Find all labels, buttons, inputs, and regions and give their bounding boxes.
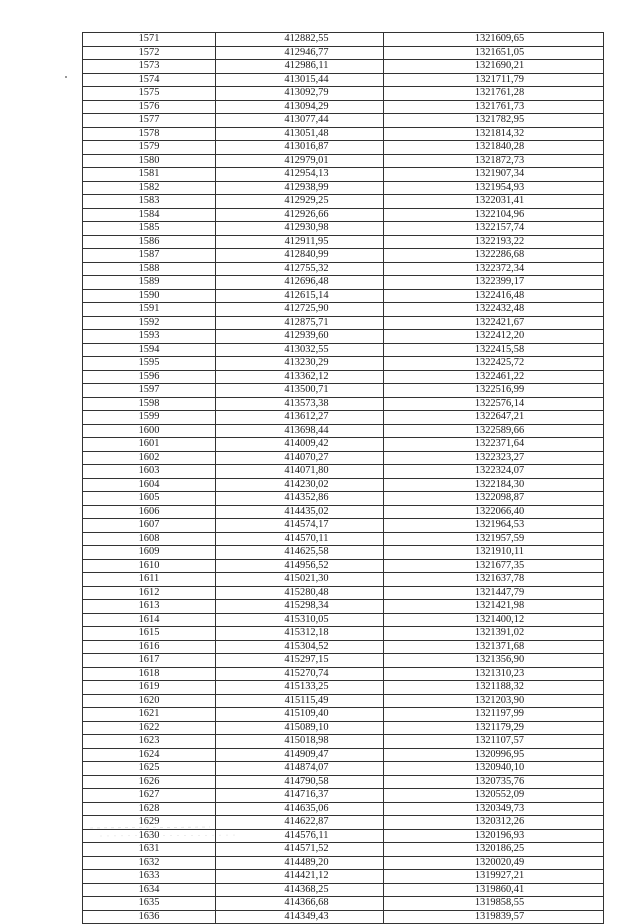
point-number-cell: 1595 (83, 357, 216, 371)
table-row (83, 748, 604, 762)
y-coordinate-cell: 1321391,02 (384, 627, 604, 641)
table-row (83, 168, 604, 182)
point-number-cell: 1602 (83, 451, 216, 465)
y-coordinate-cell: 1322184,30 (384, 478, 604, 492)
table-row (83, 856, 604, 870)
y-coordinate-cell: 1322104,96 (384, 208, 604, 222)
y-coordinate-cell: 1321711,79 (384, 73, 604, 87)
table-row (83, 721, 604, 735)
y-coordinate-cell: 1322412,20 (384, 330, 604, 344)
x-coordinate-cell: 414352,86 (216, 492, 384, 506)
y-coordinate-cell: 1319858,55 (384, 897, 604, 911)
table-row (83, 370, 604, 384)
point-number-cell: 1606 (83, 505, 216, 519)
x-coordinate-cell: 414071,80 (216, 465, 384, 479)
point-number-cell: 1601 (83, 438, 216, 452)
x-coordinate-cell: 414574,17 (216, 519, 384, 533)
point-number-cell: 1603 (83, 465, 216, 479)
x-coordinate-cell: 412979,01 (216, 154, 384, 168)
y-coordinate-cell: 1321447,79 (384, 586, 604, 600)
x-coordinate-cell: 414366,68 (216, 897, 384, 911)
point-number-cell: 1627 (83, 789, 216, 803)
x-coordinate-cell: 415115,49 (216, 694, 384, 708)
table-row (83, 789, 604, 803)
y-coordinate-cell: 1322098,87 (384, 492, 604, 506)
point-number-cell: 1600 (83, 424, 216, 438)
table-row (83, 667, 604, 681)
x-coordinate-cell: 412930,98 (216, 222, 384, 236)
point-number-cell: 1585 (83, 222, 216, 236)
y-coordinate-cell: 1321677,35 (384, 559, 604, 573)
table-row (83, 694, 604, 708)
table-row (83, 438, 604, 452)
x-coordinate-cell: 415304,52 (216, 640, 384, 654)
point-number-cell: 1632 (83, 856, 216, 870)
y-coordinate-cell: 1322416,48 (384, 289, 604, 303)
table-row (83, 114, 604, 128)
point-number-cell: 1572 (83, 46, 216, 60)
x-coordinate-cell: 414622,87 (216, 816, 384, 830)
point-number-cell: 1614 (83, 613, 216, 627)
y-coordinate-cell: 1321964,53 (384, 519, 604, 533)
coordinate-table-body (83, 33, 604, 924)
y-coordinate-cell: 1320996,95 (384, 748, 604, 762)
point-number-cell: 1604 (83, 478, 216, 492)
table-row (83, 640, 604, 654)
point-number-cell: 1624 (83, 748, 216, 762)
point-number-cell: 1597 (83, 384, 216, 398)
x-coordinate-cell: 412875,71 (216, 316, 384, 330)
point-number-cell: 1609 (83, 546, 216, 560)
point-number-cell: 1629 (83, 816, 216, 830)
x-coordinate-cell: 415021,30 (216, 573, 384, 587)
x-coordinate-cell: 414790,58 (216, 775, 384, 789)
point-number-cell: 1618 (83, 667, 216, 681)
table-row (83, 357, 604, 371)
table-row (83, 73, 604, 87)
y-coordinate-cell: 1322031,41 (384, 195, 604, 209)
x-coordinate-cell: 413092,79 (216, 87, 384, 101)
point-number-cell: 1589 (83, 276, 216, 290)
point-number-cell: 1590 (83, 289, 216, 303)
y-coordinate-cell: 1320349,73 (384, 802, 604, 816)
y-coordinate-cell: 1322066,40 (384, 505, 604, 519)
table-row (83, 910, 604, 924)
point-number-cell: 1586 (83, 235, 216, 249)
point-number-cell: 1577 (83, 114, 216, 128)
table-row (83, 411, 604, 425)
point-number-cell: 1599 (83, 411, 216, 425)
table-row (83, 843, 604, 857)
table-row (83, 519, 604, 533)
point-number-cell: 1617 (83, 654, 216, 668)
table-row (83, 586, 604, 600)
point-number-cell: 1576 (83, 100, 216, 114)
y-coordinate-cell: 1321197,99 (384, 708, 604, 722)
point-number-cell: 1592 (83, 316, 216, 330)
x-coordinate-cell: 413077,44 (216, 114, 384, 128)
point-number-cell: 1625 (83, 762, 216, 776)
point-number-cell: 1635 (83, 897, 216, 911)
point-number-cell: 1619 (83, 681, 216, 695)
table-row (83, 195, 604, 209)
x-coordinate-cell: 415089,10 (216, 721, 384, 735)
x-coordinate-cell: 414421,12 (216, 870, 384, 884)
point-number-cell: 1616 (83, 640, 216, 654)
y-coordinate-cell: 1321761,73 (384, 100, 604, 114)
y-coordinate-cell: 1322576,14 (384, 397, 604, 411)
table-row (83, 249, 604, 263)
point-number-cell: 1583 (83, 195, 216, 209)
y-coordinate-cell: 1322432,48 (384, 303, 604, 317)
y-coordinate-cell: 1319860,41 (384, 883, 604, 897)
table-row (83, 100, 604, 114)
x-coordinate-cell: 413016,87 (216, 141, 384, 155)
point-number-cell: 1578 (83, 127, 216, 141)
point-number-cell: 1587 (83, 249, 216, 263)
point-number-cell: 1596 (83, 370, 216, 384)
table-row (83, 303, 604, 317)
table-row (83, 708, 604, 722)
table-row (83, 235, 604, 249)
x-coordinate-cell: 414625,58 (216, 546, 384, 560)
x-coordinate-cell: 412725,90 (216, 303, 384, 317)
y-coordinate-cell: 1321651,05 (384, 46, 604, 60)
y-coordinate-cell: 1321761,28 (384, 87, 604, 101)
table-row (83, 546, 604, 560)
x-coordinate-cell: 414576,11 (216, 829, 384, 843)
table-row (83, 681, 604, 695)
x-coordinate-cell: 413612,27 (216, 411, 384, 425)
table-row (83, 532, 604, 546)
x-coordinate-cell: 414874,07 (216, 762, 384, 776)
x-coordinate-cell: 415297,15 (216, 654, 384, 668)
point-number-cell: 1594 (83, 343, 216, 357)
table-row (83, 573, 604, 587)
table-row (83, 397, 604, 411)
x-coordinate-cell: 412840,99 (216, 249, 384, 263)
x-coordinate-cell: 412926,66 (216, 208, 384, 222)
point-number-cell: 1628 (83, 802, 216, 816)
y-coordinate-cell: 1321356,90 (384, 654, 604, 668)
scan-artifact-lines (90, 822, 270, 844)
table-row (83, 762, 604, 776)
x-coordinate-cell: 415310,05 (216, 613, 384, 627)
x-coordinate-cell: 413230,29 (216, 357, 384, 371)
x-coordinate-cell: 414349,43 (216, 910, 384, 924)
table-row (83, 654, 604, 668)
x-coordinate-cell: 414009,42 (216, 438, 384, 452)
y-coordinate-cell: 1321840,28 (384, 141, 604, 155)
y-coordinate-cell: 1320312,26 (384, 816, 604, 830)
y-coordinate-cell: 1319927,21 (384, 870, 604, 884)
point-number-cell: 1574 (83, 73, 216, 87)
y-coordinate-cell: 1321310,23 (384, 667, 604, 681)
x-coordinate-cell: 415270,74 (216, 667, 384, 681)
point-number-cell: 1607 (83, 519, 216, 533)
y-coordinate-cell: 1321421,98 (384, 600, 604, 614)
x-coordinate-cell: 412615,14 (216, 289, 384, 303)
y-coordinate-cell: 1322516,99 (384, 384, 604, 398)
point-number-cell: 1593 (83, 330, 216, 344)
table-row (83, 883, 604, 897)
point-number-cell: 1575 (83, 87, 216, 101)
y-coordinate-cell: 1321637,78 (384, 573, 604, 587)
table-row (83, 276, 604, 290)
x-coordinate-cell: 414489,20 (216, 856, 384, 870)
y-coordinate-cell: 1320940,10 (384, 762, 604, 776)
x-coordinate-cell: 412946,77 (216, 46, 384, 60)
point-number-cell: 1622 (83, 721, 216, 735)
table-row (83, 343, 604, 357)
table-row (83, 262, 604, 276)
table-row (83, 627, 604, 641)
table-row (83, 330, 604, 344)
table-row (83, 46, 604, 60)
point-number-cell: 1621 (83, 708, 216, 722)
table-row (83, 802, 604, 816)
point-number-cell: 1610 (83, 559, 216, 573)
x-coordinate-cell: 413094,29 (216, 100, 384, 114)
y-coordinate-cell: 1322371,64 (384, 438, 604, 452)
x-coordinate-cell: 414230,02 (216, 478, 384, 492)
x-coordinate-cell: 412939,60 (216, 330, 384, 344)
table-row (83, 60, 604, 74)
y-coordinate-cell: 1321872,73 (384, 154, 604, 168)
table-row (83, 33, 604, 47)
table-row (83, 465, 604, 479)
y-coordinate-cell: 1321188,32 (384, 681, 604, 695)
x-coordinate-cell: 415298,34 (216, 600, 384, 614)
y-coordinate-cell: 1321609,65 (384, 33, 604, 47)
y-coordinate-cell: 1321179,29 (384, 721, 604, 735)
x-coordinate-cell: 414635,06 (216, 802, 384, 816)
x-coordinate-cell: 412696,48 (216, 276, 384, 290)
x-coordinate-cell: 413032,55 (216, 343, 384, 357)
y-coordinate-cell: 1321107,57 (384, 735, 604, 749)
table-row (83, 87, 604, 101)
y-coordinate-cell: 1322193,22 (384, 235, 604, 249)
table-row (83, 424, 604, 438)
y-coordinate-cell: 1321371,68 (384, 640, 604, 654)
coordinate-table-container (82, 32, 603, 924)
y-coordinate-cell: 1322425,72 (384, 357, 604, 371)
y-coordinate-cell: 1321954,93 (384, 181, 604, 195)
table-row (83, 181, 604, 195)
table-row (83, 897, 604, 911)
y-coordinate-cell: 1322415,58 (384, 343, 604, 357)
table-row (83, 222, 604, 236)
x-coordinate-cell: 412882,55 (216, 33, 384, 47)
point-number-cell: 1612 (83, 586, 216, 600)
point-number-cell: 1634 (83, 883, 216, 897)
y-coordinate-cell: 1321907,34 (384, 168, 604, 182)
table-row (83, 600, 604, 614)
point-number-cell: 1588 (83, 262, 216, 276)
x-coordinate-cell: 414570,11 (216, 532, 384, 546)
x-coordinate-cell: 414070,27 (216, 451, 384, 465)
scan-speck (65, 76, 67, 78)
point-number-cell: 1615 (83, 627, 216, 641)
table-row (83, 870, 604, 884)
x-coordinate-cell: 415018,98 (216, 735, 384, 749)
table-row (83, 208, 604, 222)
point-number-cell: 1584 (83, 208, 216, 222)
table-row (83, 775, 604, 789)
point-number-cell: 1613 (83, 600, 216, 614)
x-coordinate-cell: 412755,32 (216, 262, 384, 276)
point-number-cell: 1620 (83, 694, 216, 708)
table-row (83, 289, 604, 303)
point-number-cell: 1636 (83, 910, 216, 924)
y-coordinate-cell: 1320735,76 (384, 775, 604, 789)
x-coordinate-cell: 415109,40 (216, 708, 384, 722)
coordinate-table (82, 32, 604, 924)
point-number-cell: 1626 (83, 775, 216, 789)
x-coordinate-cell: 414716,37 (216, 789, 384, 803)
x-coordinate-cell: 413698,44 (216, 424, 384, 438)
point-number-cell: 1582 (83, 181, 216, 195)
y-coordinate-cell: 1322323,27 (384, 451, 604, 465)
point-number-cell: 1608 (83, 532, 216, 546)
point-number-cell: 1630 (83, 829, 216, 843)
table-row (83, 613, 604, 627)
point-number-cell: 1573 (83, 60, 216, 74)
x-coordinate-cell: 414571,52 (216, 843, 384, 857)
point-number-cell: 1579 (83, 141, 216, 155)
table-row (83, 384, 604, 398)
point-number-cell: 1631 (83, 843, 216, 857)
table-row (83, 154, 604, 168)
point-number-cell: 1580 (83, 154, 216, 168)
point-number-cell: 1633 (83, 870, 216, 884)
x-coordinate-cell: 412954,13 (216, 168, 384, 182)
x-coordinate-cell: 412929,25 (216, 195, 384, 209)
table-row (83, 316, 604, 330)
x-coordinate-cell: 414368,25 (216, 883, 384, 897)
y-coordinate-cell: 1322421,67 (384, 316, 604, 330)
y-coordinate-cell: 1322399,17 (384, 276, 604, 290)
table-row (83, 478, 604, 492)
point-number-cell: 1591 (83, 303, 216, 317)
y-coordinate-cell: 1319839,57 (384, 910, 604, 924)
table-row (83, 451, 604, 465)
table-row (83, 127, 604, 141)
x-coordinate-cell: 413051,48 (216, 127, 384, 141)
y-coordinate-cell: 1320196,93 (384, 829, 604, 843)
point-number-cell: 1581 (83, 168, 216, 182)
y-coordinate-cell: 1322157,74 (384, 222, 604, 236)
x-coordinate-cell: 413500,71 (216, 384, 384, 398)
x-coordinate-cell: 414909,47 (216, 748, 384, 762)
point-number-cell: 1611 (83, 573, 216, 587)
x-coordinate-cell: 414435,02 (216, 505, 384, 519)
x-coordinate-cell: 415280,48 (216, 586, 384, 600)
y-coordinate-cell: 1322286,68 (384, 249, 604, 263)
x-coordinate-cell: 412911,95 (216, 235, 384, 249)
x-coordinate-cell: 413362,12 (216, 370, 384, 384)
point-number-cell: 1605 (83, 492, 216, 506)
y-coordinate-cell: 1321910,11 (384, 546, 604, 560)
x-coordinate-cell: 412986,11 (216, 60, 384, 74)
y-coordinate-cell: 1321782,95 (384, 114, 604, 128)
point-number-cell: 1571 (83, 33, 216, 47)
y-coordinate-cell: 1321814,32 (384, 127, 604, 141)
y-coordinate-cell: 1320552,09 (384, 789, 604, 803)
x-coordinate-cell: 414956,52 (216, 559, 384, 573)
y-coordinate-cell: 1322324,07 (384, 465, 604, 479)
y-coordinate-cell: 1322461,22 (384, 370, 604, 384)
point-number-cell: 1598 (83, 397, 216, 411)
y-coordinate-cell: 1321690,21 (384, 60, 604, 74)
table-row (83, 559, 604, 573)
y-coordinate-cell: 1320186,25 (384, 843, 604, 857)
table-row (83, 735, 604, 749)
point-number-cell: 1623 (83, 735, 216, 749)
y-coordinate-cell: 1321957,59 (384, 532, 604, 546)
x-coordinate-cell: 415133,25 (216, 681, 384, 695)
y-coordinate-cell: 1322647,21 (384, 411, 604, 425)
x-coordinate-cell: 415312,18 (216, 627, 384, 641)
x-coordinate-cell: 413015,44 (216, 73, 384, 87)
y-coordinate-cell: 1320020,49 (384, 856, 604, 870)
table-row (83, 505, 604, 519)
table-row (83, 492, 604, 506)
y-coordinate-cell: 1321203,90 (384, 694, 604, 708)
x-coordinate-cell: 412938,99 (216, 181, 384, 195)
y-coordinate-cell: 1322372,34 (384, 262, 604, 276)
x-coordinate-cell: 413573,38 (216, 397, 384, 411)
y-coordinate-cell: 1322589,66 (384, 424, 604, 438)
y-coordinate-cell: 1321400,12 (384, 613, 604, 627)
table-row (83, 141, 604, 155)
